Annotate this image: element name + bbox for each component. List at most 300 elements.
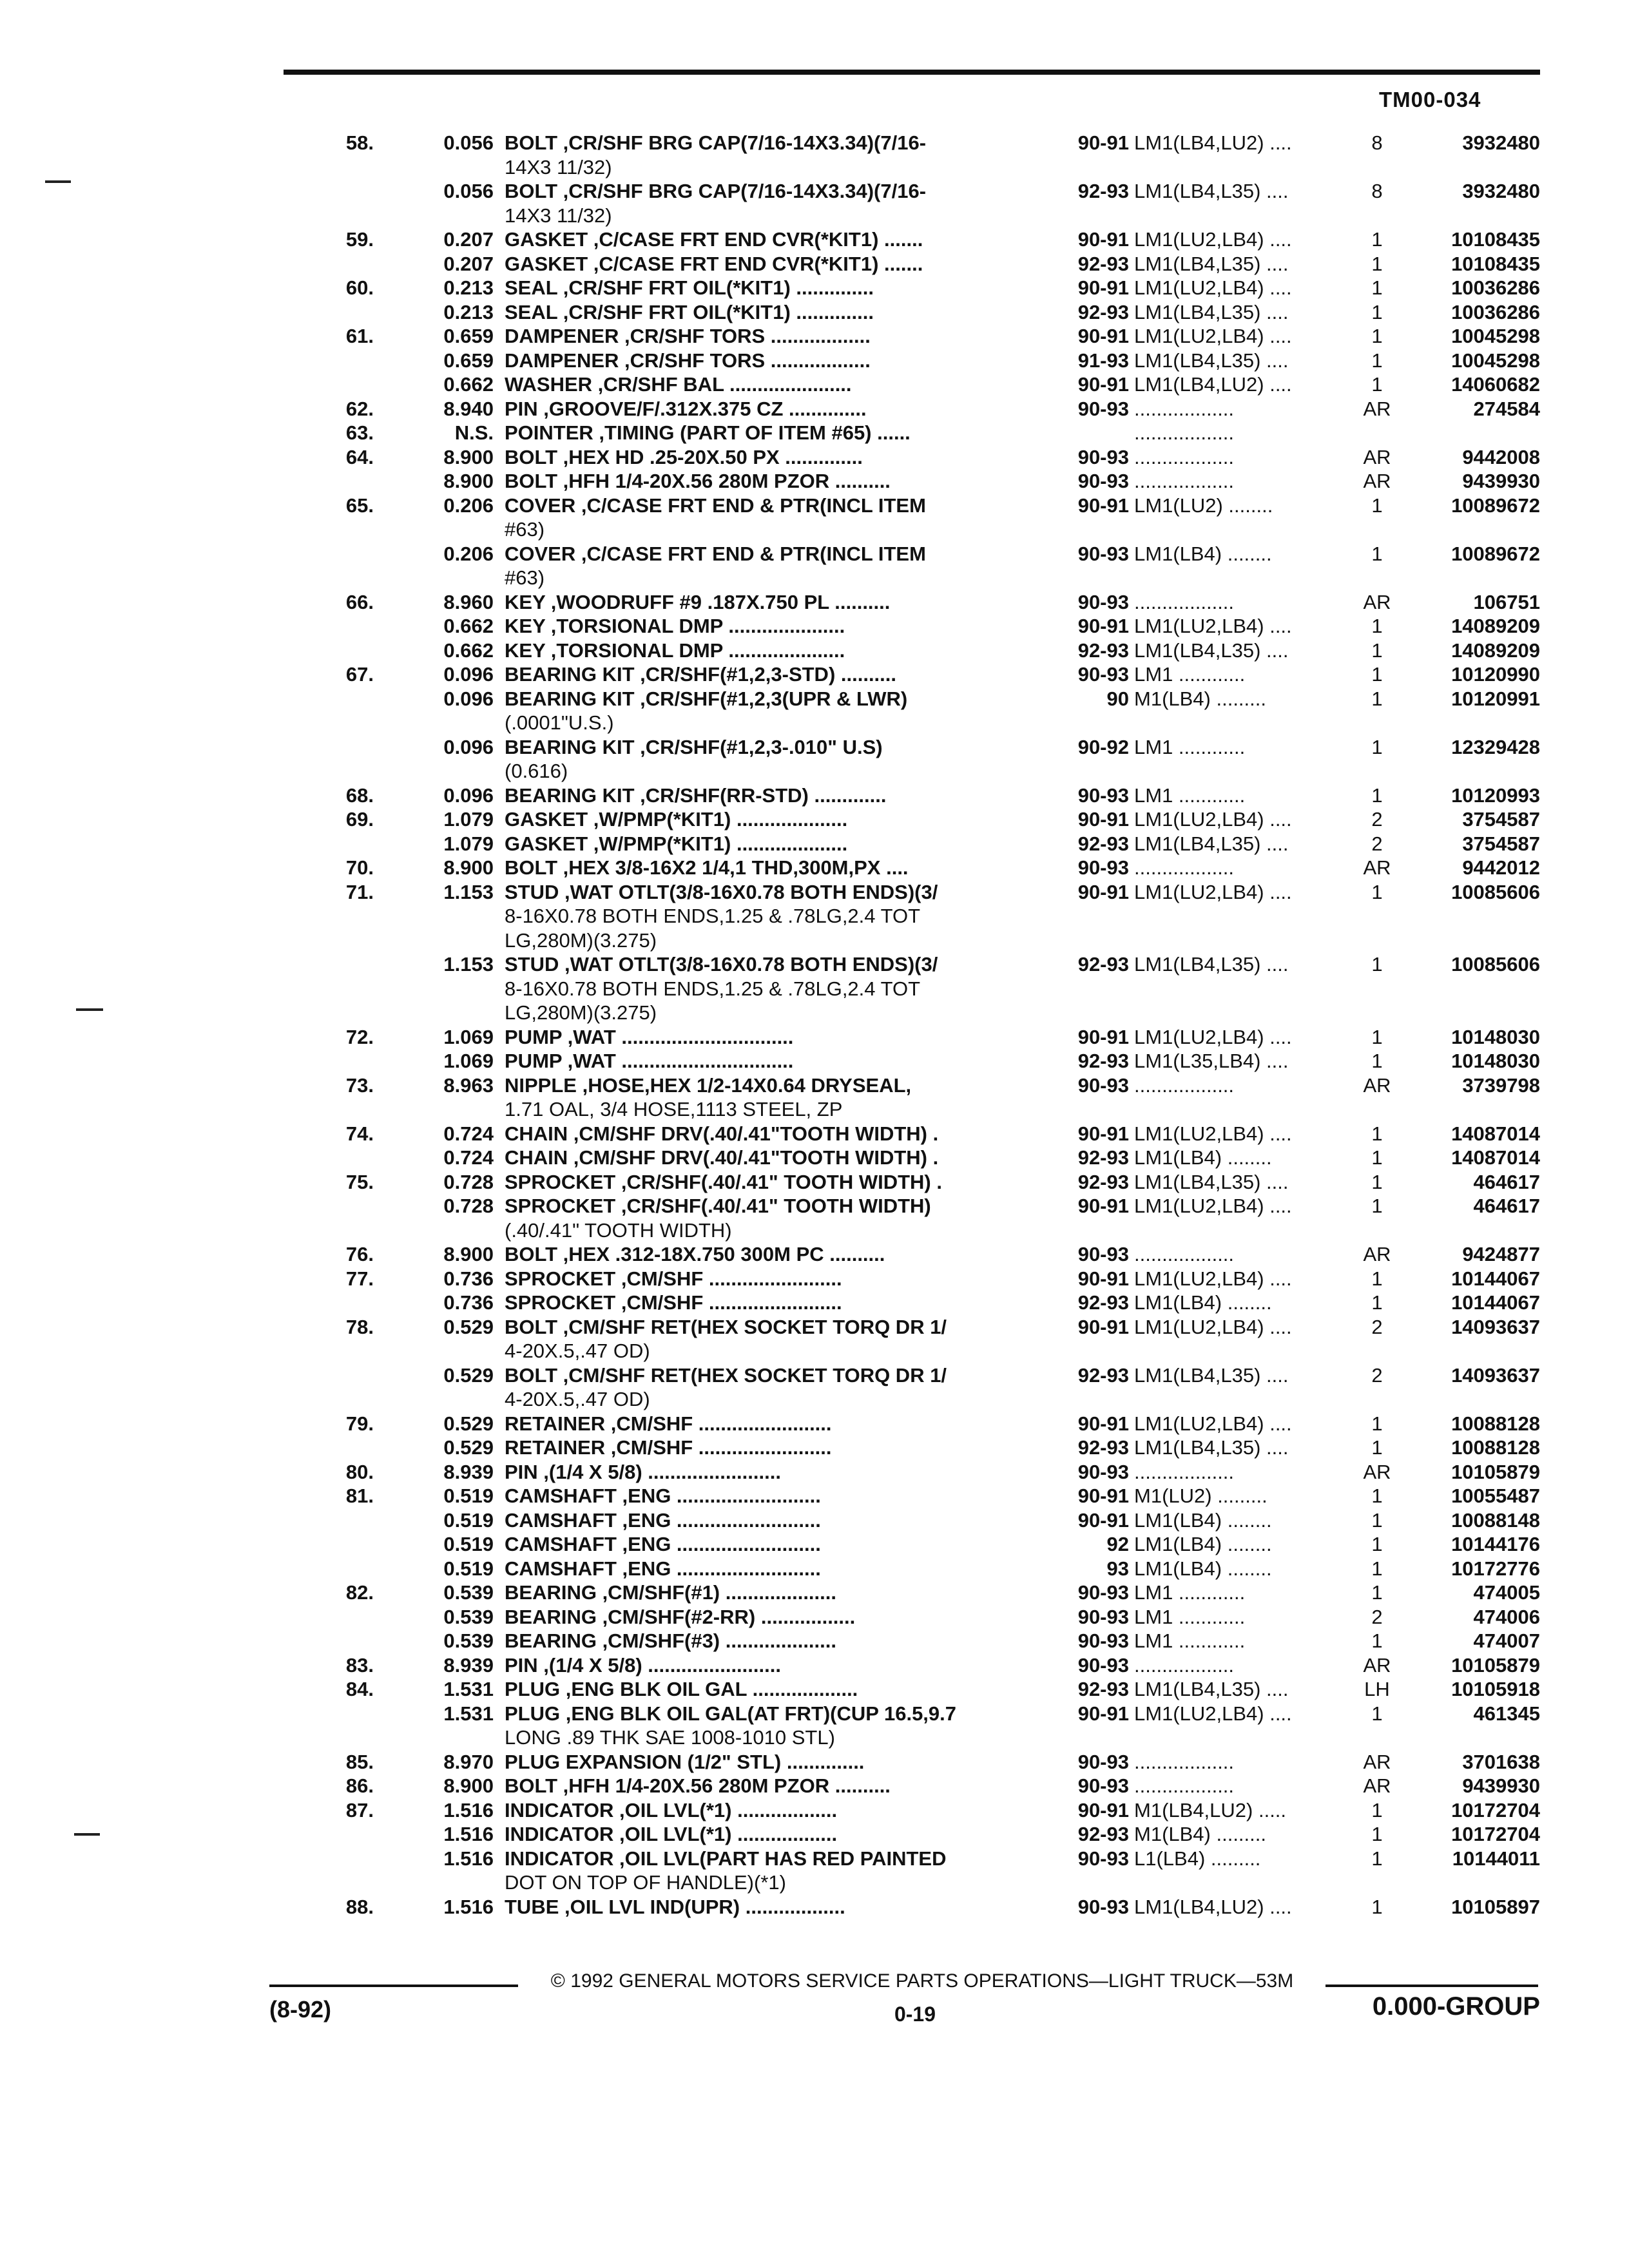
- part-description: WASHER ,CR/SHF BAL ......................: [505, 373, 852, 396]
- model-years: 90-91: [1077, 615, 1129, 637]
- group-number: 8.963: [443, 1073, 494, 1097]
- quantity: 1: [1371, 300, 1383, 323]
- quantity: 1: [1371, 1533, 1383, 1555]
- part-description: CAMSHAFT ,ENG ..........................: [505, 1508, 821, 1532]
- group-number: 1.516: [443, 1847, 494, 1870]
- table-row: [303, 252, 1540, 276]
- part-number: 10144011: [1452, 1847, 1540, 1870]
- table-row: [303, 1170, 1540, 1195]
- quantity: 1: [1371, 1195, 1383, 1217]
- item-number: 78.: [345, 1315, 374, 1338]
- table-row: [303, 856, 1540, 880]
- group-number: 0.519: [443, 1508, 494, 1532]
- model-years: 90-93: [1077, 1460, 1129, 1483]
- part-description: PLUG ,ENG BLK OIL GAL(AT FRT)(CUP 16.5,9.7: [505, 1702, 957, 1725]
- model-years: 90-93: [1077, 470, 1129, 492]
- part-description-continued: 8-16X0.78 BOTH ENDS,1.25 & .78LG,2.4 TOT: [505, 977, 921, 1000]
- model-codes: LM1(LB4) ........: [1134, 1291, 1272, 1314]
- quantity: 2: [1371, 1605, 1383, 1628]
- footer-date: (8-92): [269, 1996, 332, 2023]
- model-codes: LM1(LB4) ........: [1134, 542, 1272, 565]
- model-years: 90-91: [1077, 325, 1129, 347]
- group-number: 0.096: [443, 663, 494, 686]
- table-row: [303, 1146, 1540, 1170]
- model-years: 90-93: [1077, 1750, 1129, 1773]
- quantity: 1: [1371, 1291, 1383, 1314]
- quantity: 2: [1371, 1315, 1383, 1338]
- model-years: 90-93: [1077, 1605, 1129, 1628]
- part-description-continued: 14X3 11/32): [505, 155, 612, 178]
- item-number: 63.: [345, 421, 374, 444]
- group-number: 1.079: [443, 832, 494, 855]
- model-years: 90-91: [1077, 1485, 1129, 1507]
- model-codes: ..................: [1134, 1073, 1235, 1097]
- table-row: [303, 1267, 1540, 1291]
- part-number: 10045298: [1451, 325, 1540, 347]
- model-codes: LM1(LU2,LB4) ....: [1134, 276, 1292, 299]
- model-years: 90: [1106, 687, 1129, 710]
- model-years: 92-93: [1077, 832, 1129, 855]
- model-years: 92-93: [1077, 639, 1129, 662]
- model-codes: M1(LB4,LU2) .....: [1134, 1798, 1287, 1821]
- item-number: 82.: [345, 1581, 374, 1604]
- model-codes: ..................: [1134, 421, 1235, 444]
- model-codes: LM1(LB4,L35) ....: [1134, 1678, 1289, 1700]
- part-number: 9439930: [1462, 470, 1540, 492]
- part-number: 10120991: [1451, 687, 1540, 710]
- item-number: 76.: [345, 1243, 374, 1265]
- part-number: 3754587: [1462, 808, 1540, 831]
- quantity: 2: [1371, 1363, 1383, 1387]
- model-years: 90-91: [1077, 1267, 1129, 1290]
- model-codes: LM1(LB4) ........: [1134, 1508, 1272, 1532]
- table-row: [303, 1073, 1540, 1122]
- quantity: 1: [1371, 639, 1383, 662]
- item-number: 83.: [345, 1653, 374, 1677]
- part-description: CHAIN ,CM/SHF DRV(.40/.41"TOOTH WIDTH) .: [505, 1122, 939, 1145]
- model-codes: LM1(LU2,LB4) ....: [1134, 1122, 1292, 1145]
- part-description: DAMPENER ,CR/SHF TORS ..................: [505, 349, 871, 372]
- group-label: 0.000-GROUP: [1372, 1992, 1540, 2021]
- model-years: 92-93: [1077, 180, 1129, 202]
- model-codes: LM1(LB4) ........: [1134, 1557, 1272, 1580]
- model-years: 90-93: [1077, 1073, 1129, 1097]
- group-number: 1.516: [443, 1895, 494, 1918]
- quantity: 1: [1371, 1798, 1383, 1821]
- part-number: 10172704: [1451, 1798, 1540, 1821]
- group-number: 0.207: [443, 228, 494, 251]
- part-number: 10105918: [1451, 1678, 1540, 1700]
- table-row: [303, 1532, 1540, 1557]
- part-number: 464617: [1473, 1170, 1540, 1193]
- part-number: 10120993: [1451, 783, 1540, 807]
- quantity: AR: [1363, 856, 1391, 879]
- group-number: 1.069: [443, 1050, 494, 1072]
- part-number: 10108435: [1451, 228, 1540, 251]
- part-description: INDICATOR ,OIL LVL(PART HAS RED PAINTED: [505, 1847, 947, 1870]
- part-description: CAMSHAFT ,ENG ..........................: [505, 1485, 821, 1507]
- part-number: 3739798: [1462, 1073, 1540, 1097]
- model-codes: ..................: [1134, 1460, 1235, 1483]
- group-number: 0.207: [443, 252, 494, 275]
- part-number: 9442012: [1462, 856, 1540, 879]
- item-number: 58.: [345, 131, 374, 154]
- part-number: 10055487: [1451, 1485, 1540, 1507]
- table-row: [303, 1049, 1540, 1073]
- part-description: SPROCKET ,CM/SHF ........................: [505, 1291, 842, 1314]
- group-number: 0.728: [443, 1195, 494, 1217]
- group-number: 8.900: [443, 445, 494, 468]
- model-codes: LM1(LB4,L35) ....: [1134, 252, 1289, 275]
- table-row: [303, 276, 1540, 300]
- part-number: 461345: [1473, 1702, 1540, 1725]
- model-codes: LM1(LU2,LB4) ....: [1134, 808, 1292, 831]
- part-number: 14060682: [1451, 373, 1540, 396]
- model-years: 92: [1106, 1533, 1129, 1555]
- part-number: 10089672: [1451, 494, 1540, 517]
- table-row: [303, 1605, 1540, 1629]
- group-number: 0.659: [443, 325, 494, 347]
- model-years: 90-93: [1077, 397, 1129, 420]
- part-description: GASKET ,C/CASE FRT END CVR(*KIT1) .......: [505, 228, 923, 251]
- group-number: 0.519: [443, 1485, 494, 1507]
- group-number: 8.900: [443, 1774, 494, 1797]
- table-row: [303, 372, 1540, 397]
- model-codes: LM1(LB4,L35) ....: [1134, 180, 1289, 202]
- model-years: 90-91: [1077, 494, 1129, 517]
- part-number: 474005: [1473, 1581, 1540, 1604]
- table-row: [303, 1822, 1540, 1847]
- part-description: RETAINER ,CM/SHF ........................: [505, 1436, 832, 1459]
- model-codes: LM1 ............: [1134, 663, 1246, 686]
- model-codes: L1(LB4) .........: [1134, 1847, 1261, 1870]
- part-description-continued: DOT ON TOP OF HANDLE)(*1): [505, 1871, 786, 1894]
- model-years: 90-91: [1077, 1702, 1129, 1725]
- group-number: 8.940: [443, 397, 494, 420]
- item-number: 84.: [345, 1678, 374, 1700]
- group-number: 0.213: [443, 300, 494, 323]
- part-number: 14093637: [1451, 1315, 1540, 1338]
- group-number: 0.724: [443, 1122, 494, 1145]
- table-row: [303, 1025, 1540, 1050]
- model-years: 90-93: [1077, 1895, 1129, 1918]
- item-number: 81.: [345, 1485, 374, 1507]
- group-number: 0.539: [443, 1605, 494, 1628]
- group-number: 0.206: [443, 494, 494, 517]
- model-codes: LM1(LB4,LU2) ....: [1134, 373, 1292, 396]
- part-description: STUD ,WAT OTLT(3/8-16X0.78 BOTH ENDS)(3/: [505, 953, 938, 975]
- table-row: [303, 1677, 1540, 1702]
- quantity: 1: [1371, 1267, 1383, 1290]
- model-codes: LM1(LB4,L35) ....: [1134, 639, 1289, 662]
- table-row: [303, 349, 1540, 373]
- table-row: [303, 179, 1540, 227]
- model-years: 92-93: [1077, 1436, 1129, 1459]
- quantity: AR: [1363, 397, 1391, 420]
- item-number: 73.: [345, 1073, 374, 1097]
- part-description-continued: (.40/.41" TOOTH WIDTH): [505, 1218, 732, 1242]
- model-codes: ..................: [1134, 445, 1235, 468]
- part-description: PIN ,(1/4 X 5/8) ........................: [505, 1460, 781, 1483]
- part-description: SEAL ,CR/SHF FRT OIL(*KIT1) ..............: [505, 300, 874, 323]
- group-number: 1.079: [443, 808, 494, 831]
- quantity: AR: [1363, 1774, 1391, 1797]
- model-years: 90-91: [1077, 1508, 1129, 1532]
- group-number: 0.662: [443, 615, 494, 637]
- model-codes: LM1 ............: [1134, 1605, 1246, 1628]
- model-years: 90-93: [1077, 542, 1129, 565]
- model-years: 90-91: [1077, 1798, 1129, 1821]
- part-description: RETAINER ,CM/SHF ........................: [505, 1412, 832, 1435]
- item-number: 68.: [345, 783, 374, 807]
- part-number: 9439930: [1462, 1774, 1540, 1797]
- part-description-continued: (0.616): [505, 760, 568, 782]
- table-row: [303, 1460, 1540, 1485]
- table-row: [303, 1798, 1540, 1823]
- table-row: [303, 807, 1540, 832]
- model-codes: LM1(LU2,LB4) ....: [1134, 228, 1292, 251]
- part-number: 14089209: [1451, 615, 1540, 637]
- item-number: 75.: [345, 1170, 374, 1193]
- part-number: 14089209: [1451, 639, 1540, 662]
- model-years: 90-91: [1077, 1195, 1129, 1217]
- table-row: [303, 445, 1540, 470]
- model-codes: LM1(LB4,L35) ....: [1134, 1436, 1289, 1459]
- part-description: CAMSHAFT ,ENG ..........................: [505, 1533, 821, 1555]
- model-years: 92-93: [1077, 1050, 1129, 1072]
- model-codes: LM1(LB4,L35) ....: [1134, 953, 1289, 975]
- quantity: LH: [1364, 1678, 1390, 1700]
- table-row: [303, 1702, 1540, 1750]
- part-number: 10088128: [1451, 1436, 1540, 1459]
- model-codes: LM1(LB4,L35) ....: [1134, 832, 1289, 855]
- form-code: TM00-034: [1379, 88, 1481, 111]
- quantity: 1: [1371, 1557, 1383, 1580]
- part-number: 474006: [1473, 1605, 1540, 1628]
- model-years: 92-93: [1077, 1678, 1129, 1700]
- quantity: 1: [1371, 880, 1383, 903]
- group-number: 0.539: [443, 1629, 494, 1652]
- group-number: 0.728: [443, 1170, 494, 1193]
- part-number: 10172704: [1451, 1823, 1540, 1845]
- table-row: [303, 1412, 1540, 1436]
- table-row: [303, 832, 1540, 856]
- group-number: 8.900: [443, 1243, 494, 1265]
- quantity: AR: [1363, 1243, 1391, 1265]
- quantity: AR: [1363, 1750, 1391, 1773]
- quantity: AR: [1363, 1073, 1391, 1097]
- group-number: 1.069: [443, 1025, 494, 1048]
- group-number: 1.153: [443, 953, 494, 975]
- group-number: 0.662: [443, 639, 494, 662]
- part-description-continued: 1.71 OAL, 3/4 HOSE,1113 STEEL, ZP: [505, 1098, 843, 1120]
- part-description: KEY ,WOODRUFF #9 .187X.750 PL ..........: [505, 590, 891, 613]
- part-number: 10088148: [1451, 1508, 1540, 1532]
- part-number: 9424877: [1462, 1243, 1540, 1265]
- part-number: 3754587: [1462, 832, 1540, 855]
- table-row: [303, 735, 1540, 783]
- model-years: 90-93: [1077, 663, 1129, 686]
- group-number: 0.096: [443, 687, 494, 710]
- part-description-continued: #63): [505, 566, 545, 589]
- quantity: AR: [1363, 590, 1391, 613]
- part-description: PIN ,(1/4 X 5/8) ........................: [505, 1653, 781, 1677]
- table-row: [303, 1774, 1540, 1798]
- part-description: SEAL ,CR/SHF FRT OIL(*KIT1) ..............: [505, 276, 874, 299]
- part-number: 10120990: [1451, 663, 1540, 686]
- model-years: 90-91: [1077, 1412, 1129, 1435]
- table-row: [303, 880, 1540, 953]
- group-number: 0.519: [443, 1533, 494, 1555]
- model-years: 90-92: [1077, 735, 1129, 758]
- model-codes: LM1(LB4,LU2) ....: [1134, 131, 1292, 154]
- part-description-continued: 14X3 11/32): [505, 204, 612, 227]
- part-description-continued: LG,280M)(3.275): [505, 1001, 657, 1024]
- model-years: 90-91: [1077, 808, 1129, 831]
- model-years: 93: [1106, 1557, 1129, 1580]
- model-codes: M1(LU2) .........: [1134, 1485, 1268, 1507]
- quantity: 1: [1371, 615, 1383, 637]
- item-number: 85.: [345, 1750, 374, 1773]
- group-number: 0.529: [443, 1363, 494, 1387]
- model-years: 92-93: [1077, 300, 1129, 323]
- quantity: 1: [1371, 252, 1383, 275]
- model-codes: LM1(LU2) ........: [1134, 494, 1273, 517]
- part-description: KEY ,TORSIONAL DMP .....................: [505, 639, 845, 662]
- model-years: 90-91: [1077, 131, 1129, 154]
- group-number: 0.519: [443, 1557, 494, 1580]
- table-row: [303, 1194, 1540, 1242]
- quantity: 1: [1371, 276, 1383, 299]
- group-number: 0.056: [443, 131, 494, 154]
- part-description: PLUG ,ENG BLK OIL GAL ...................: [505, 1678, 858, 1700]
- quantity: 1: [1371, 1581, 1383, 1604]
- part-number: 10036286: [1451, 276, 1540, 299]
- model-codes: LM1(LU2,LB4) ....: [1134, 880, 1292, 903]
- part-number: 3932480: [1462, 180, 1540, 202]
- part-description: INDICATOR ,OIL LVL(*1) ..................: [505, 1798, 838, 1821]
- part-description: BOLT ,HEX 3/8-16X2 1/4,1 THD,300M,PX ....: [505, 856, 909, 879]
- table-row: [303, 1508, 1540, 1533]
- item-number: 69.: [345, 808, 374, 831]
- model-years: 90-93: [1077, 1581, 1129, 1604]
- model-years: 92-93: [1077, 953, 1129, 975]
- part-number: 3932480: [1462, 131, 1540, 154]
- table-row: [303, 614, 1540, 639]
- group-number: 0.662: [443, 373, 494, 396]
- part-description: BEARING ,CM/SHF(#3) ....................: [505, 1629, 836, 1652]
- group-number: 0.736: [443, 1267, 494, 1290]
- part-description: PUMP ,WAT ...............................: [505, 1050, 794, 1072]
- table-row: [303, 494, 1540, 542]
- item-number: 87.: [345, 1798, 374, 1821]
- model-years: 90-91: [1077, 1315, 1129, 1338]
- item-number: 65.: [345, 494, 374, 517]
- table-row: [303, 639, 1540, 663]
- quantity: 1: [1371, 1702, 1383, 1725]
- part-description: BOLT ,CM/SHF RET(HEX SOCKET TORQ DR 1/: [505, 1363, 947, 1387]
- quantity: 1: [1371, 373, 1383, 396]
- table-row: [303, 1122, 1540, 1146]
- quantity: 1: [1371, 1146, 1383, 1169]
- quantity: 1: [1371, 1847, 1383, 1870]
- model-codes: ..................: [1134, 590, 1235, 613]
- part-number: 464617: [1473, 1195, 1540, 1217]
- group-number: 8.960: [443, 590, 494, 613]
- margin-mark: [74, 1833, 100, 1836]
- part-description-continued: 8-16X0.78 BOTH ENDS,1.25 & .78LG,2.4 TOT: [505, 905, 921, 927]
- table-row: [303, 227, 1540, 252]
- model-years: 90-91: [1077, 1122, 1129, 1145]
- quantity: 1: [1371, 1629, 1383, 1652]
- part-description: COVER ,C/CASE FRT END & PTR(INCL ITEM: [505, 542, 926, 565]
- quantity: 1: [1371, 228, 1383, 251]
- group-number: 8.939: [443, 1653, 494, 1677]
- item-number: 59.: [345, 228, 374, 251]
- quantity: 1: [1371, 1170, 1383, 1193]
- part-number: 10089672: [1451, 542, 1540, 565]
- group-number: 0.529: [443, 1436, 494, 1459]
- quantity: 1: [1371, 953, 1383, 975]
- item-number: 66.: [345, 590, 374, 613]
- group-number: 1.516: [443, 1798, 494, 1821]
- group-number: 0.539: [443, 1581, 494, 1604]
- model-years: 92-93: [1077, 1170, 1129, 1193]
- group-number: 0.529: [443, 1412, 494, 1435]
- model-years: 90-93: [1077, 1629, 1129, 1652]
- item-number: 77.: [345, 1267, 374, 1290]
- group-number: 1.531: [443, 1702, 494, 1725]
- group-number: 0.529: [443, 1315, 494, 1338]
- group-number: 0.206: [443, 542, 494, 565]
- table-row: [303, 1363, 1540, 1412]
- part-description: CAMSHAFT ,ENG ..........................: [505, 1557, 821, 1580]
- model-codes: LM1(LB4,L35) ....: [1134, 1363, 1289, 1387]
- model-years: 90-93: [1077, 1847, 1129, 1870]
- group-number: 0.213: [443, 276, 494, 299]
- part-description: COVER ,C/CASE FRT END & PTR(INCL ITEM: [505, 494, 926, 517]
- model-years: 92-93: [1077, 252, 1129, 275]
- part-description-continued: 4-20X.5,.47 OD): [505, 1388, 650, 1410]
- part-description: BEARING ,CM/SHF(#1) ....................: [505, 1581, 836, 1604]
- model-years: 91-93: [1077, 349, 1129, 372]
- table-row: [303, 1847, 1540, 1895]
- item-number: 62.: [345, 397, 374, 420]
- part-number: 10085606: [1451, 953, 1540, 975]
- model-years: 90-91: [1077, 276, 1129, 299]
- model-years: 90-93: [1077, 590, 1129, 613]
- model-codes: LM1(LU2,LB4) ....: [1134, 1267, 1292, 1290]
- table-row: [303, 397, 1540, 421]
- part-number: 10148030: [1451, 1025, 1540, 1048]
- model-codes: LM1 ............: [1134, 735, 1246, 758]
- group-number: 0.724: [443, 1146, 494, 1169]
- part-number: 9442008: [1462, 445, 1540, 468]
- table-row: [303, 1750, 1540, 1774]
- table-row: [303, 590, 1540, 615]
- part-description: BOLT ,CR/SHF BRG CAP(7/16-14X3.34)(7/16-: [505, 131, 927, 154]
- item-number: 86.: [345, 1774, 374, 1797]
- table-row: [303, 1242, 1540, 1267]
- table-row: [303, 1653, 1540, 1678]
- item-number: 80.: [345, 1460, 374, 1483]
- group-number: 0.736: [443, 1291, 494, 1314]
- model-codes: LM1(LB4,L35) ....: [1134, 300, 1289, 323]
- quantity: 1: [1371, 1050, 1383, 1072]
- item-number: 71.: [345, 880, 374, 903]
- model-codes: LM1(LB4,LU2) ....: [1134, 1895, 1292, 1918]
- quantity: 1: [1371, 1025, 1383, 1048]
